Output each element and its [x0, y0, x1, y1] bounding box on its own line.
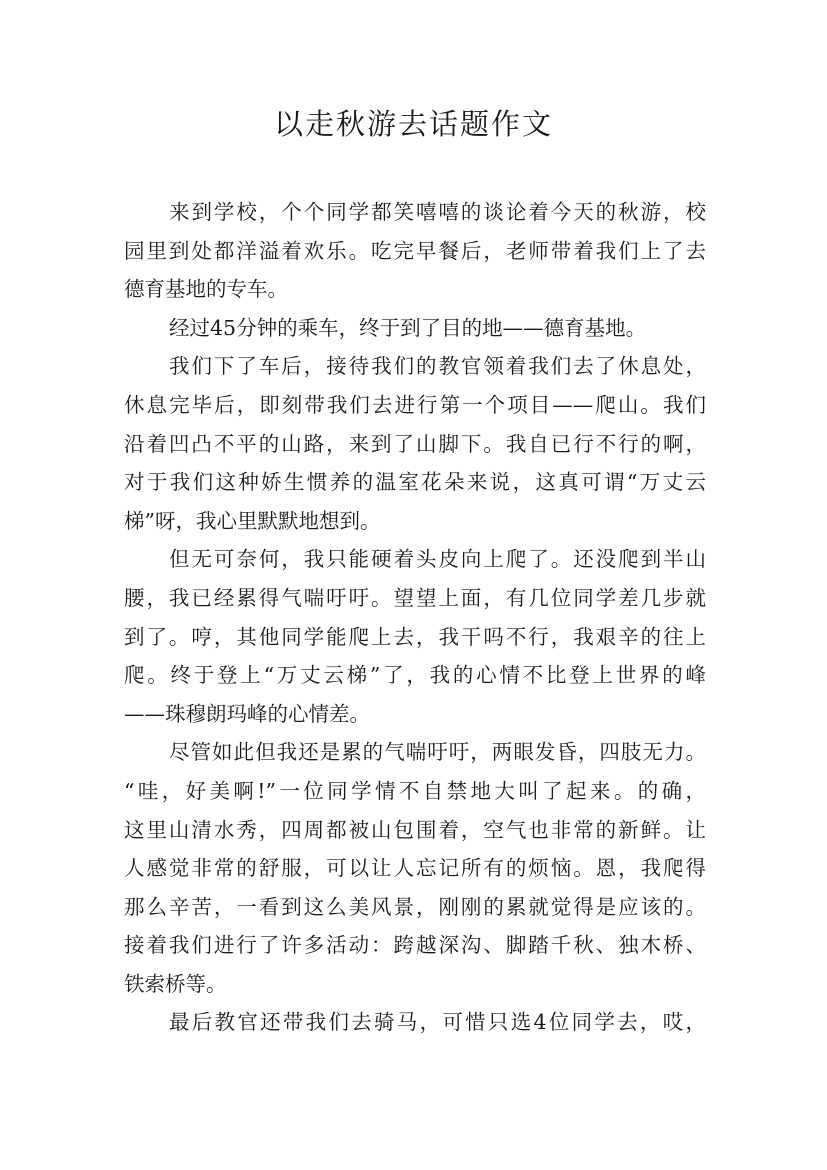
text-line: 接着我们进行了许多活动：跨越深沟、脚踏千秋、独木桥、: [124, 933, 706, 958]
text-line: 经过45分钟的乘车，终于到了目的地——德育基地。: [169, 315, 647, 340]
text-line: 来到学校，个个同学都笑嘻嘻的谈论着今天的秋游，校: [169, 200, 706, 224]
text-line: 园里到处都洋溢着欢乐。吃完早餐后，老师带着我们上了去: [124, 238, 706, 263]
text-line: 爬。终于登上“万丈云梯”了，我的心情不比登上世界的峰: [124, 663, 706, 688]
text-line: 但无可奈何，我只能硬着头皮向上爬了。还没爬到半山: [169, 547, 706, 572]
document-title: 以走秋游去话题作文: [273, 107, 553, 141]
text-line: 我们下了车后，接待我们的教官领着我们去了休息处，: [169, 354, 706, 379]
text-line: 梯”呀，我心里默默地想到。: [124, 508, 381, 533]
text-line: 休息完毕后，即刻带我们去进行第一个项目——爬山。我们: [124, 392, 706, 417]
text-line: 这里山清水秀，四周都被山包围着，空气也非常的新鲜。让: [124, 817, 706, 842]
text-line: 腰，我已经累得气喘吁吁。望望上面，有几位同学差几步就: [124, 585, 706, 610]
text-line: 铁索桥等。: [124, 971, 227, 996]
text-line: ——珠穆朗玛峰的心情差。: [124, 701, 370, 726]
text-line: 人感觉非常的舒服，可以让人忘记所有的烦恼。恩，我爬得: [124, 856, 706, 881]
text-line: 那么辛苦，一看到这么美风景，刚刚的累就觉得是应该的。: [124, 894, 706, 919]
document-body: [124, 193, 706, 1042]
text-line: 对于我们这种娇生惯养的温室花朵来说，这真可谓“万丈云: [124, 470, 706, 495]
text-line: 到了。哼，其他同学能爬上去，我干吗不行，我艰辛的往上: [124, 624, 706, 649]
text-line: 德育基地的专车。: [124, 277, 288, 302]
text-line: 最后教官还带我们去骑马，可惜只选4位同学去，哎，: [169, 1010, 706, 1035]
text-line: 尽管如此但我还是累的气喘吁吁，两眼发昏，四肢无力。: [169, 740, 706, 765]
text-line: 沿着凹凸不平的山路，来到了山脚下。我自已行不行的啊，: [124, 431, 706, 456]
text-line: “哇，好美啊!”一位同学情不自禁地大叫了起来。的确，: [124, 778, 706, 803]
